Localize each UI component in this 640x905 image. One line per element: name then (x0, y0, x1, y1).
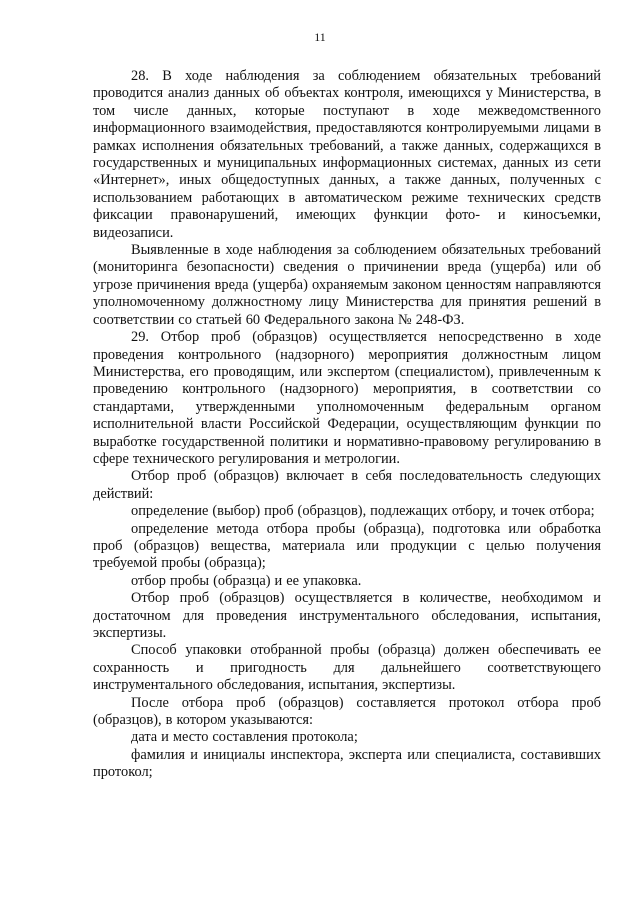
paragraph-29-sampling: 29. Отбор проб (образцов) осуществляется непосредственно в ходе проведения контрольного (надзорного) мероприятия должностным лицом Министерства, его проводящим, или экспертом (специалистом), привлеченным к проведению контрольного (надзорного) мероприятия, в соответствии со стандартами, утвержденными уполномоченным федеральным органом исполнительной власти Российской Федерации, осуществляющим функции по выработке государственной политики и нормативно-правовому регулированию в сфере технического регулирования и метрологии. (93, 329, 601, 467)
paragraph-detected-information: Выявленные в ходе наблюдения за соблюдением обязательных требований (мониторинга безопасности) сведения о причинении вреда (ущерба) или об угрозе причинения вреда (ущерба) охраняемым законом ценностям направляются уполномоченному должностному лицу Министерства для принятия решений в соответствии со статьей 60 Федерального закона № 248-ФЗ. (93, 242, 601, 328)
list-item-sampling-method: определение метода отбора пробы (образца), подготовка или обработка проб (образцов) вещества, материала или продукции с целью получения требуемой пробы (образца); (93, 520, 601, 572)
paragraph-sampling-actions: Отбор проб (образцов) включает в себя последовательность следующих действий: (93, 468, 601, 502)
list-item-sampling-packaging: отбор пробы (образца) и ее упаковка. (131, 572, 362, 589)
list-item-protocol-date: дата и место составления протокола; (131, 729, 358, 746)
paragraph-sampling-protocol: После отбора проб (образцов) составляется протокол отбора проб (образцов), в котором указываются: (93, 694, 601, 729)
paragraph-28-observation: 28. В ходе наблюдения за соблюдением обязательных требований проводится анализ данных об объектах контроля, имеющихся у Министерства, в том числе данных, которые поступают в ходе межведомственного информационного взаимодействия, предоставляются контролируемыми лицами в рамках исполнения обязательных требований, а также данных, содержащихся в государственных и муниципальных информационных системах, данных из сети «Интернет», иных общедоступных данных, а также данных, полученных с использованием работающих в автоматическом режиме технических средств фиксации правонарушений, имеющих функции фото- и киносъемки, видеозаписи. (93, 68, 601, 241)
paragraph-packaging-method: Способ упаковки отобранной пробы (образца) должен обеспечивать ее сохранность и пригодность для дальнейшего соответствующего инструментального обследования, испытания, экспертизы. (93, 642, 601, 694)
paragraph-sample-quantity: Отбор проб (образцов) осуществляется в количестве, необходимом и достаточном для проведения инструментального обследования, испытания, экспертизы. (93, 590, 601, 641)
list-item-protocol-authors: фамилия и инициалы инспектора, эксперта или специалиста, составивших протокол; (93, 746, 601, 781)
list-item-sample-selection: определение (выбор) проб (образцов), подлежащих отбору, и точек отбора; (131, 503, 595, 520)
document-body (93, 68, 601, 782)
page-number: 11 (314, 30, 326, 44)
